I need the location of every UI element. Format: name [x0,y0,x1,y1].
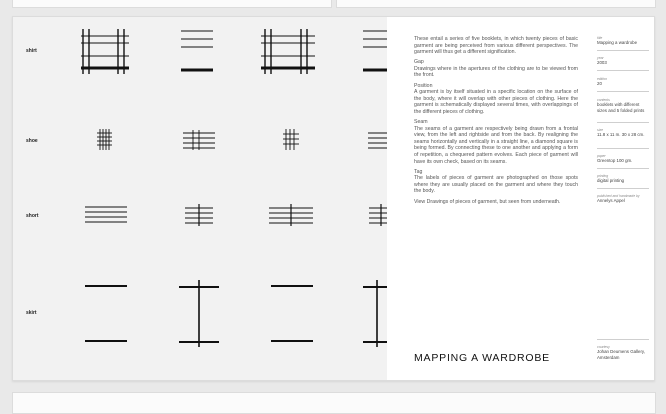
description-text [414,36,578,209]
skirt-check-4 [363,280,387,347]
short-check-4 [369,204,387,226]
short-check-3 [269,204,313,226]
skirt-check-3 [271,286,313,341]
row-label-skirt: skirt [26,310,37,316]
tag-body: The labels of pieces of garment are photographed on those spots where they are usually placed on the garment and where they touch the body. [414,175,578,195]
view-section: View Drawings of pieces of garment, but seen from underneath. [414,198,561,205]
meta-courtesy-value: Johan Deumens Gallery, Amsterdam [597,349,645,360]
meta-title [597,36,649,46]
project-title: MAPPING A WARDROBE [414,352,550,364]
meta-publisher-value: Annelys Appel [597,198,625,204]
meta-courtesy [597,345,649,360]
project-card [12,16,655,381]
shirt-check-2 [181,31,213,70]
skirt-check-2 [179,280,219,347]
meta-divider [597,91,649,92]
short-check-1 [85,207,127,222]
meta-size-value: 11.8 x 11 m. 30 x 28 cm. [597,132,645,138]
position-section [414,83,578,116]
meta-title-value: Mapping a wardrobe [597,40,638,46]
meta-edition [597,77,649,87]
meta-courtesy-label: courtesy [597,345,610,349]
tag-section [414,169,578,195]
intro-paragraph: These entail a series of five booklets, in which twenty pieces of basic garment are being perceived from various different perspectives. The garment will thus get a different signification. [414,36,578,56]
meta-edition-value: 20 [597,81,602,87]
meta-contents-label: contents [597,98,610,102]
tag-heading: Tag [414,168,423,175]
meta-divider [597,148,649,149]
shoe-check-1 [97,129,112,150]
meta-divider [597,188,649,189]
gap-heading: Gap [414,59,424,66]
shoe-check-4 [368,133,387,148]
meta-title-label: title [597,36,603,40]
meta-divider [597,70,649,71]
seam-heading: Seam [414,119,428,126]
meta-printing-label: printing [597,174,609,178]
meta-year [597,56,649,66]
shoe-check-2 [183,130,215,150]
document-panel [387,17,654,380]
shirt-check-4 [363,31,387,70]
meta-size-label: size [597,128,604,132]
meta-contents-value: booklets with different sizes and 5 folded prints [597,102,645,113]
row-label-short: short [26,213,39,219]
meta-edition-label: edition [597,77,607,81]
meta-divider [597,122,649,123]
short-check-2 [185,204,213,226]
meta-year-label: year [597,56,604,60]
previous-card-left[interactable] [12,0,332,8]
position-heading: Position [414,82,433,89]
meta-year-value: 2003 [597,60,607,66]
row-label-shoe: shoe [26,138,38,144]
seam-section [414,119,578,165]
shirt-check-1 [81,29,129,74]
gap-section [414,59,578,79]
skirt-check-1 [85,286,127,341]
gap-body: Drawings where in the apertures of the clothing are to be viewed from the front. [414,65,578,79]
meta-printing-value: digital printing [597,178,625,184]
meta-contents [597,98,649,113]
meta-divider [597,168,649,169]
meta-printing [597,174,649,184]
seam-body: The seams of a garment are respectively being drawn from a frontal view, from the left and rightside and from the back. By realigning the seams horizontally and vertically in a straight line, a diamond square is being formed. By connecting these to one another and applying a form of repetition, a chequered pattern evolves. Each piece of garment will have its own check, based on its seams. [414,125,578,165]
previous-card-right[interactable] [336,0,656,8]
booklet-photo [13,17,387,380]
meta-publisher [597,194,649,204]
garment-drawings [13,17,387,380]
meta-publisher-label: published and handmade by [597,194,640,198]
meta-paper-label: paper [597,154,606,158]
meta-size [597,128,649,138]
row-label-shirt: shirt [26,48,37,54]
meta-divider [597,50,649,51]
shoe-check-3 [283,129,299,150]
meta-paper [597,154,649,164]
shirt-check-3 [261,29,315,74]
next-card[interactable] [12,392,656,414]
meta-paper-value: Greentop 100 gm. [597,158,633,164]
meta-divider [597,339,649,340]
position-body: A garment is by itself situated in a specific location on the surface of the body, where it will overlap with other pieces of clothing. Here the garment is schematically displayed several times, with overlappings of the different pieces of clothing. [414,89,578,115]
